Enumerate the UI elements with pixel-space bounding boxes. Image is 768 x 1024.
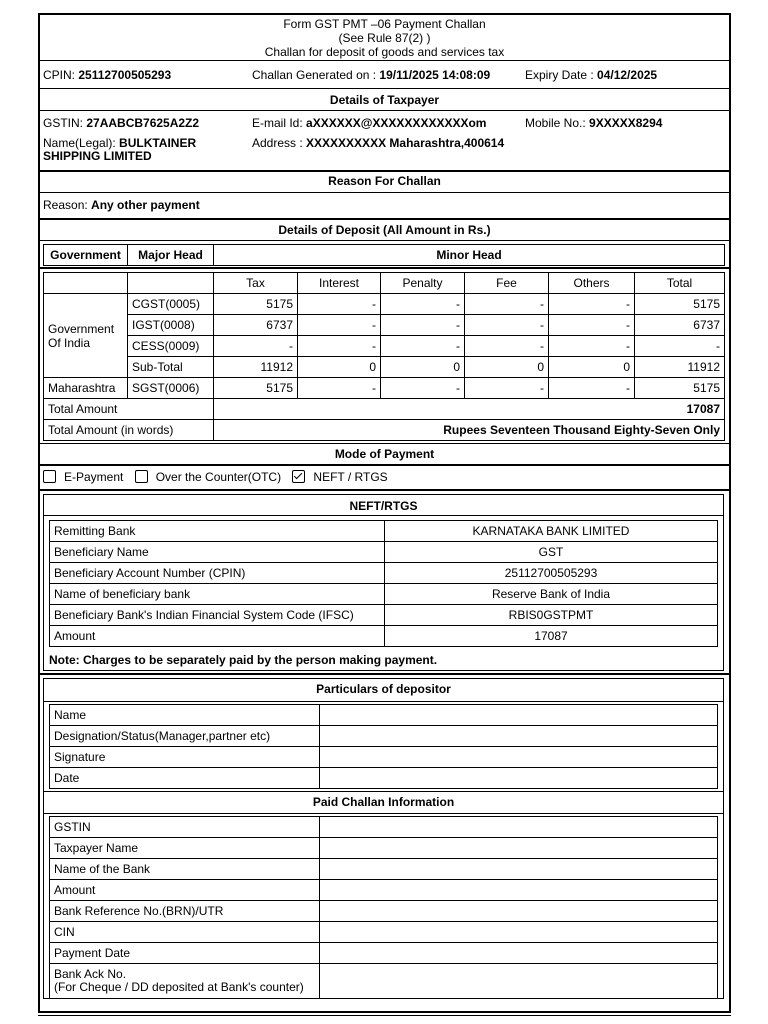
amount-cell: 11912	[635, 357, 725, 378]
checkbox-neft-rtgs[interactable]	[292, 470, 305, 483]
neft-label: Beneficiary Bank's Indian Financial System Code (IFSC)	[50, 605, 385, 626]
bottom-rule	[38, 1012, 731, 1013]
amount-cell: -	[635, 336, 725, 357]
taxpayer-section-title: Details of Taxpayer	[329, 93, 440, 107]
challan-page	[38, 13, 731, 1016]
major-head: SGST(0006)	[128, 378, 214, 399]
blank-cell	[128, 273, 214, 294]
challan-generated: Challan Generated on : 19/11/2025 14:08:09	[252, 68, 491, 82]
neft-value: RBIS0GSTPMT	[385, 605, 718, 626]
amount-cell: -	[298, 336, 381, 357]
col-others: Others	[549, 273, 635, 294]
amount-cell: 5175	[214, 294, 298, 315]
amount-cell: -	[381, 294, 465, 315]
total-amount-value: 17087	[214, 399, 725, 420]
divider	[43, 701, 724, 702]
amount-cell: -	[465, 336, 549, 357]
email: E-mail Id: aXXXXXX@XXXXXXXXXXXXom	[252, 116, 487, 130]
reason-section-title: Reason For Challan	[328, 174, 441, 188]
depositor-label: Designation/Status(Manager,partner etc)	[50, 726, 320, 747]
amount-cell: -	[465, 378, 549, 399]
neft-value: 17087	[385, 626, 718, 647]
amount-cell: -	[549, 378, 635, 399]
depositor-label: Signature	[50, 747, 320, 768]
divider	[38, 60, 731, 61]
col-tax: Tax	[214, 273, 298, 294]
gov-of-india: Government Of India	[44, 294, 128, 378]
depositor-input[interactable]	[320, 726, 718, 747]
major-head: IGST(0008)	[128, 315, 214, 336]
amount-cell: 0	[381, 357, 465, 378]
legal-name-line2: SHIPPING LIMITED	[43, 149, 152, 163]
mobile: Mobile No.: 9XXXXX8294	[525, 116, 663, 130]
major-head: Sub-Total	[128, 357, 214, 378]
payment-mode-options	[43, 470, 388, 484]
amount-cell: -	[214, 336, 298, 357]
amount-cell: 0	[549, 357, 635, 378]
neft-label: Beneficiary Account Number (CPIN)	[50, 563, 385, 584]
col-fee: Fee	[465, 273, 549, 294]
address: Address : XXXXXXXXXX Maharashtra,400614	[252, 136, 505, 150]
form-rule: (See Rule 87(2) )	[338, 31, 431, 45]
paid-info-input[interactable]	[320, 964, 718, 999]
head-minor: Minor Head	[214, 245, 725, 266]
paid-info-input[interactable]	[320, 922, 718, 943]
neft-table	[49, 520, 718, 647]
divider	[43, 813, 724, 814]
deposit-head-table	[43, 244, 725, 266]
total-amount-label: Total Amount	[44, 399, 214, 420]
amount-cell: -	[465, 315, 549, 336]
paid-info-input[interactable]	[320, 859, 718, 880]
amount-cell: -	[549, 294, 635, 315]
divider	[43, 791, 724, 792]
gstin: GSTIN: 27AABCB7625A2Z2	[43, 116, 200, 130]
divider	[38, 192, 731, 193]
divider	[38, 240, 731, 241]
deposit-section-title: Details of Deposit (All Amount in Rs.)	[278, 223, 491, 237]
head-major: Major Head	[128, 245, 214, 266]
divider	[38, 170, 731, 172]
form-title: Form GST PMT –06 Payment Challan	[283, 17, 486, 31]
amount-cell: -	[381, 336, 465, 357]
divider	[38, 110, 731, 111]
bank-ack-label: Bank Ack No. (For Cheque / DD deposited at Bank's counter)	[50, 964, 320, 999]
paid-info-label: CIN	[50, 922, 320, 943]
checkbox-e-payment[interactable]	[43, 470, 56, 483]
amount-cell: -	[381, 315, 465, 336]
neft-value: GST	[385, 542, 718, 563]
neft-label: Name of beneficiary bank	[50, 584, 385, 605]
blank-cell	[44, 273, 128, 294]
amount-cell: -	[465, 294, 549, 315]
amount-cell: 0	[298, 357, 381, 378]
depositor-input[interactable]	[320, 705, 718, 726]
neft-value: 25112700505293	[385, 563, 718, 584]
paid-info-label: Taxpayer Name	[50, 838, 320, 859]
divider	[38, 464, 731, 466]
amount-cell: 6737	[635, 315, 725, 336]
cpin: CPIN: 25112700505293	[43, 68, 172, 82]
paid-info-label: Bank Reference No.(BRN)/UTR	[50, 901, 320, 922]
divider	[38, 489, 731, 491]
reason: Reason: Any other payment	[43, 198, 200, 212]
form-subtitle: Challan for deposit of goods and services tax	[264, 45, 505, 59]
paid-info-input[interactable]	[320, 943, 718, 964]
neft-note: Note: Charges to be separately paid by the person making payment.	[49, 653, 438, 667]
amount-cell: 6737	[214, 315, 298, 336]
divider	[38, 88, 731, 89]
paid-info-input[interactable]	[320, 817, 718, 838]
amount-cell: -	[381, 378, 465, 399]
state-label: Maharashtra	[44, 378, 128, 399]
divider	[38, 443, 731, 444]
expiry-date: Expiry Date : 04/12/2025	[525, 68, 658, 82]
depositor-section-title: Particulars of depositor	[316, 682, 451, 696]
neft-label: Remitting Bank	[50, 521, 385, 542]
total-words-value: Rupees Seventeen Thousand Eighty-Seven Only	[214, 420, 725, 441]
paid-info-label: Amount	[50, 880, 320, 901]
amount-cell: 0	[465, 357, 549, 378]
major-head: CESS(0009)	[128, 336, 214, 357]
col-interest: Interest	[298, 273, 381, 294]
divider	[38, 267, 731, 269]
payment-mode-title: Mode of Payment	[334, 447, 435, 461]
neft-section-title: NEFT/RTGS	[349, 499, 418, 513]
divider	[38, 218, 731, 220]
paid-info-input[interactable]	[320, 901, 718, 922]
divider	[38, 673, 731, 675]
amount-cell: 5175	[635, 294, 725, 315]
amount-cell: -	[298, 315, 381, 336]
head-government: Government	[44, 245, 128, 266]
neft-label: Beneficiary Name	[50, 542, 385, 563]
neft-value: KARNATAKA BANK LIMITED	[385, 521, 718, 542]
legal-name: Name(Legal): BULKTAINER	[43, 136, 197, 150]
neft-label: Amount	[50, 626, 385, 647]
depositor-label: Date	[50, 768, 320, 789]
depositor-input[interactable]	[320, 768, 718, 789]
depositor-input[interactable]	[320, 747, 718, 768]
paid-info-label: Name of the Bank	[50, 859, 320, 880]
depositor-label: Name	[50, 705, 320, 726]
paid-info-section-title: Paid Challan Information	[312, 795, 455, 809]
amount-cell: -	[298, 294, 381, 315]
col-total: Total	[635, 273, 725, 294]
major-head: CGST(0005)	[128, 294, 214, 315]
amount-cell: -	[298, 378, 381, 399]
option-neft-rtgs[interactable]: NEFT / RTGS	[292, 470, 387, 484]
paid-info-table	[49, 816, 718, 999]
depositor-table	[49, 704, 718, 789]
bottom-rule	[38, 1015, 731, 1016]
divider	[43, 515, 724, 516]
amount-cell: -	[549, 336, 635, 357]
paid-info-label: GSTIN	[50, 817, 320, 838]
option-e-payment[interactable]: E-Payment	[43, 470, 123, 484]
amount-cell: -	[549, 315, 635, 336]
paid-info-input[interactable]	[320, 838, 718, 859]
total-words-label: Total Amount (in words)	[44, 420, 214, 441]
col-penalty: Penalty	[381, 273, 465, 294]
amount-cell: 5175	[214, 378, 298, 399]
checkbox-otc[interactable]	[135, 470, 148, 483]
amount-cell: 11912	[214, 357, 298, 378]
amount-cell: 5175	[635, 378, 725, 399]
neft-value: Reserve Bank of India	[385, 584, 718, 605]
paid-info-label: Payment Date	[50, 943, 320, 964]
deposit-table	[43, 272, 725, 441]
paid-info-input[interactable]	[320, 880, 718, 901]
option-otc[interactable]: Over the Counter(OTC)	[135, 470, 281, 484]
